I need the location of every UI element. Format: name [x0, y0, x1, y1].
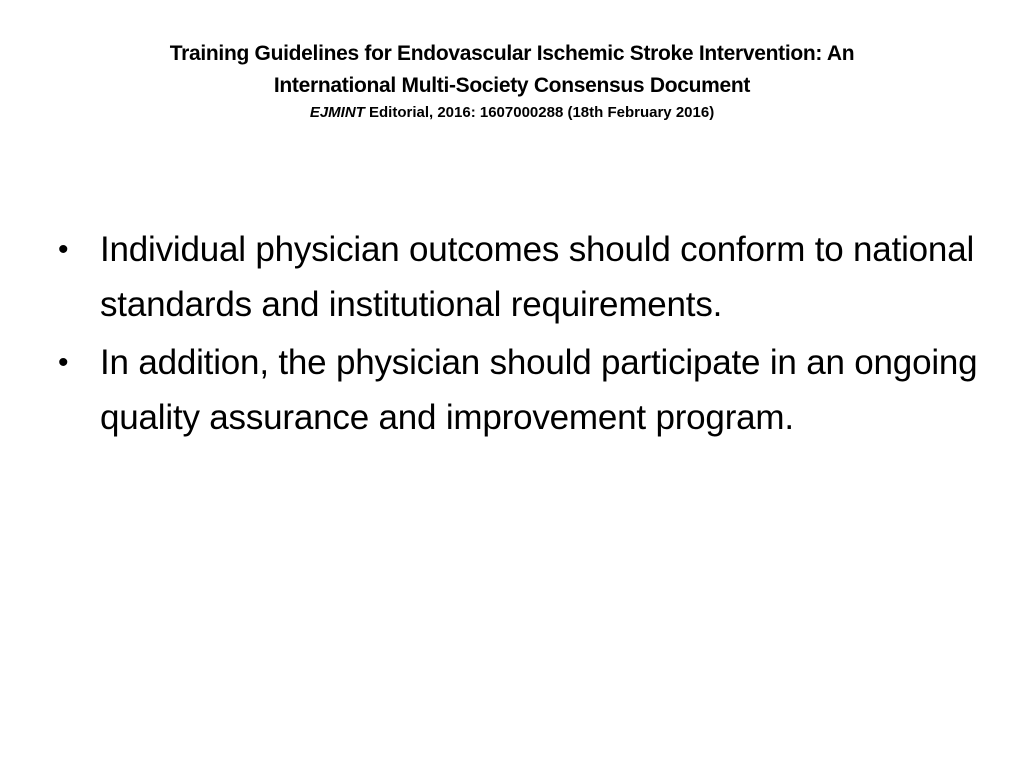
- slide-title: [40, 38, 984, 124]
- bullet-item: [58, 222, 978, 332]
- citation: [40, 102, 984, 124]
- bullet-text: In addition, the physician should participate in an ongoing quality assurance and improvement program.: [100, 343, 978, 437]
- bullet-text: Individual physician outcomes should conform to national standards and institutional requirements.: [100, 230, 975, 324]
- bullet-icon: •: [58, 346, 69, 379]
- title-line-1: Training Guidelines for Endovascular Ischemic Stroke Intervention: An: [169, 42, 855, 65]
- bullet-item: [58, 335, 978, 445]
- title-line-2: International Multi-Society Consensus Document: [273, 74, 751, 97]
- citation-details: Editorial, 2016: 1607000288 (18th February 2016): [364, 104, 715, 121]
- bullet-icon: •: [58, 233, 69, 266]
- citation-journal: EJMINT: [309, 104, 365, 121]
- bullet-list: [58, 222, 978, 448]
